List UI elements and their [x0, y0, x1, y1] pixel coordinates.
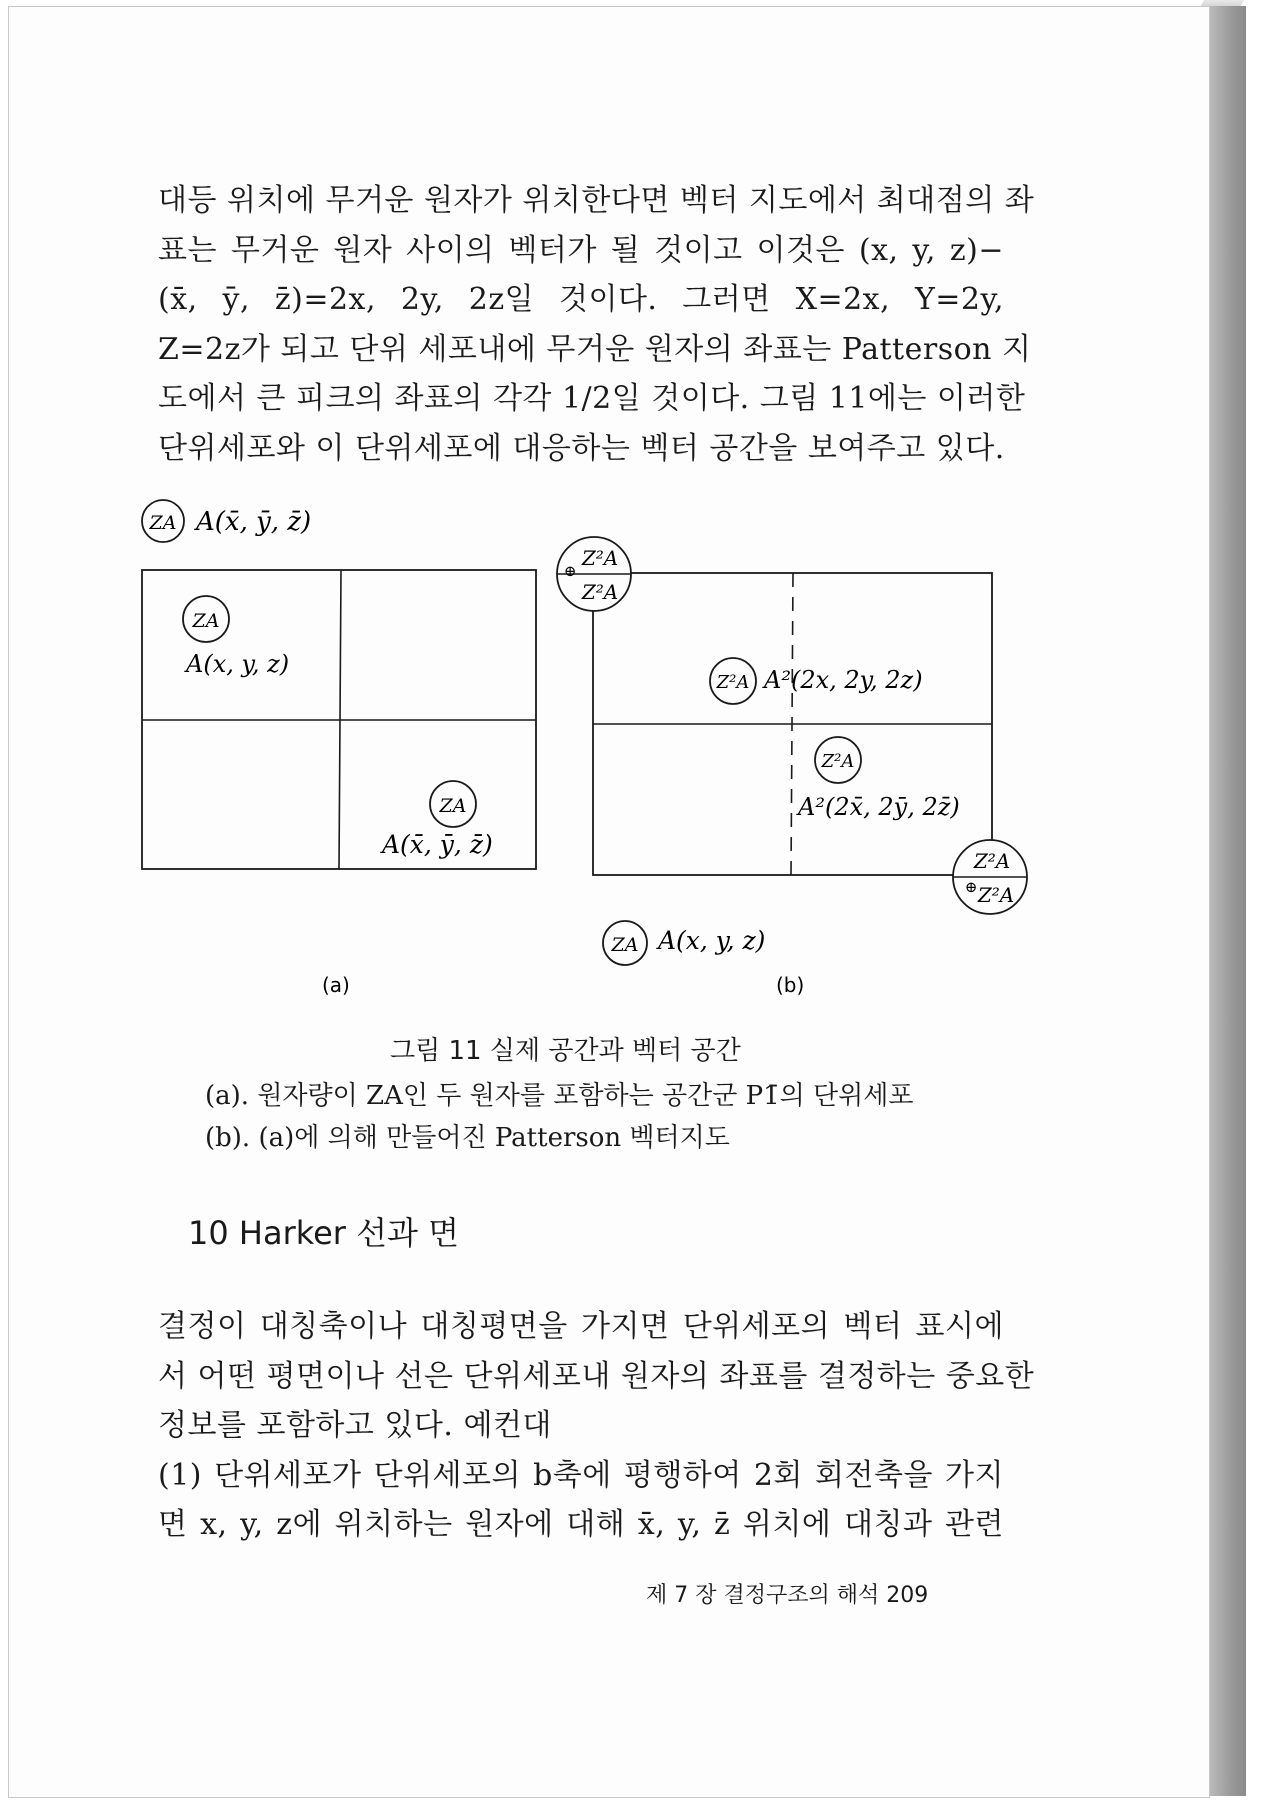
plus-sign: ⊕: [563, 562, 577, 580]
text-line: 정보를 포함하고 있다. 예컨대: [158, 1408, 552, 1443]
atom-coordinate-label: A(x, y, z): [186, 650, 290, 678]
peak-symbol: Z²A: [973, 849, 1011, 873]
paragraph-2: [158, 1302, 1035, 1550]
figure-caption-b: (b). (a)에 의해 만들어진 Patterson 벡터지도: [205, 1123, 730, 1153]
atom-symbol: ZA: [192, 610, 220, 632]
atom-legend-label: A(x̄, ȳ, z̄): [196, 507, 312, 537]
peak-symbol: Z²A: [977, 883, 1015, 907]
figure-sublabel: (a): [322, 973, 350, 997]
peak-symbol: Z²A: [581, 546, 619, 570]
figure-caption-a: (a). 원자량이 ZA인 두 원자를 포함하는 공간군 P1̄의 단위세포: [205, 1081, 914, 1111]
section-heading: 10 Harker 선과 면: [188, 1214, 460, 1252]
page-footer: 제 7 장 결정구조의 해석 209: [646, 1583, 929, 1608]
atom-coordinate-label: A(x̄, ȳ, z̄): [382, 830, 493, 859]
plus-sign: ⊕: [964, 878, 978, 896]
figure-sublabel: (b): [776, 973, 805, 997]
figure-b: [557, 537, 1027, 997]
figure-caption-title: 그림 11 실제 공간과 벡터 공간: [390, 1036, 741, 1066]
peak-symbol: Z²A: [581, 580, 619, 604]
text-line: 결정이 대칭축이나 대칭평면을 가지면 단위세포의 벡터 표시에: [158, 1309, 1004, 1344]
text-line: 면 x, y, z에 위치하는 원자에 대해 x̄, y, z̄ 위치에 대칭과 관련: [158, 1507, 1004, 1542]
text-line: Z=2z가 되고 단위 세포내에 무거운 원자의 좌표는 Patterson 지: [158, 331, 1032, 367]
text-line: 서 어떤 평면이나 선은 단위세포내 원자의 좌표를 결정하는 중요한: [158, 1358, 1035, 1394]
peak-coordinate-label: A²(2x̄, 2ȳ, 2z̄): [798, 793, 960, 821]
peak-coordinate-label: A²(2x, 2y, 2z): [764, 666, 923, 694]
atom-legend-label: A(x, y, z): [658, 926, 766, 955]
peak-symbol: Z²A: [821, 751, 855, 772]
text-line: 표는 무거운 원자 사이의 벡터가 될 것이고 이것은 (x, y, z)−: [158, 232, 1004, 268]
figure-a: [142, 500, 536, 997]
text-line: 도에서 큰 피크의 좌표의 각각 1/2일 것이다. 그림 11에는 이러한: [158, 381, 1026, 416]
text-line: 단위세포와 이 단위세포에 대응하는 벡터 공간을 보여주고 있다.: [158, 430, 1005, 466]
text-line: (1) 단위세포가 단위세포의 b축에 평행하여 2회 회전축을 가지: [158, 1457, 1004, 1493]
text-line: 대등 위치에 무거운 원자가 위치한다면 벡터 지도에서 최대점의 좌: [158, 183, 1035, 218]
atom-symbol: ZA: [439, 795, 467, 817]
text-line: (x̄, ȳ, z̄)=2x, 2y, 2z일 것이다. 그러면 X=2x, Y=2y,: [158, 282, 1004, 317]
atom-legend-symbol: ZA: [149, 512, 177, 534]
atom-legend-symbol: ZA: [611, 934, 639, 956]
peak-symbol: Z²A: [716, 672, 750, 693]
